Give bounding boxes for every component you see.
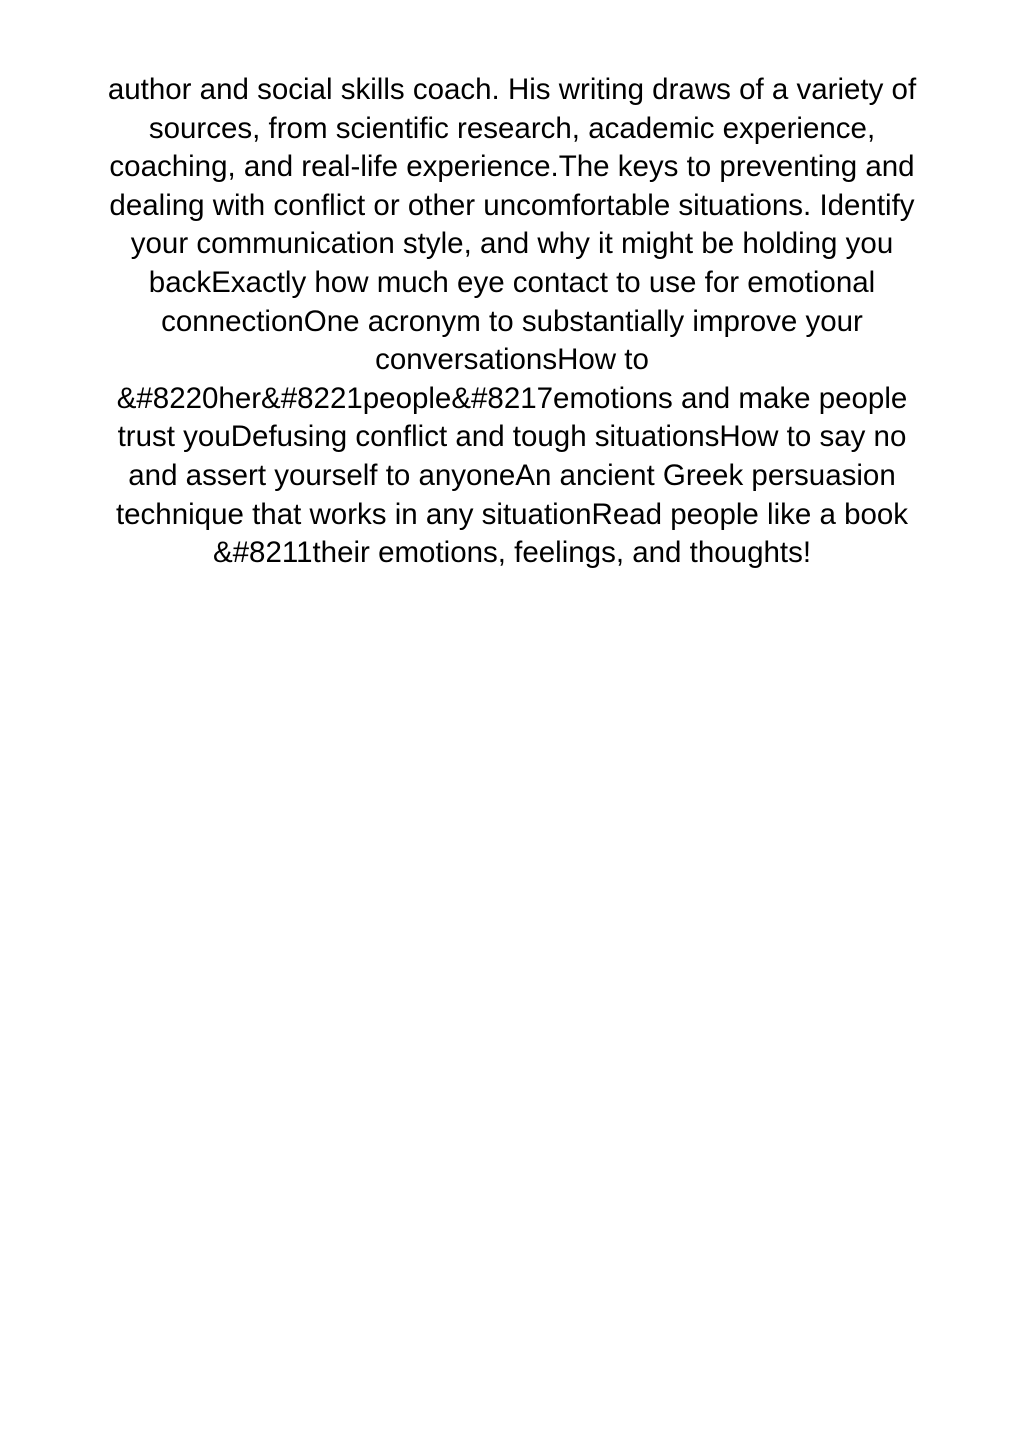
body-paragraph	[60, 71, 964, 573]
text-line-9: &#8220her&#8221people&#8217emotions and make people	[116, 381, 908, 415]
text-line-4: dealing with conflict or other uncomfortable situations. Identify	[109, 188, 915, 222]
text-line-7: connectionOne acronym to substantially improve your	[161, 304, 863, 338]
text-line-5: your communication style, and why it might be holding you	[130, 227, 894, 261]
text-line-1: author and social skills coach. His writing draws of a variety of	[107, 73, 917, 106]
text-line-2: sources, from scientific research, academic experience,	[148, 111, 876, 145]
text-line-6: backExactly how much eye contact to use for emotional	[148, 265, 876, 299]
text-line-10: trust youDefusing conflict and tough situationsHow to say no	[117, 420, 907, 454]
text-line-11: and assert yourself to anyoneAn ancient Greek persuasion	[128, 458, 896, 492]
text-line-12: technique that works in any situationRead people like a book	[115, 497, 909, 531]
text-line-13: &#8211their emotions, feelings, and thoughts!	[212, 536, 812, 570]
text-line-3: coaching, and real-life experience.The keys to preventing and	[109, 150, 915, 184]
text-line-8: conversationsHow to	[375, 343, 649, 377]
